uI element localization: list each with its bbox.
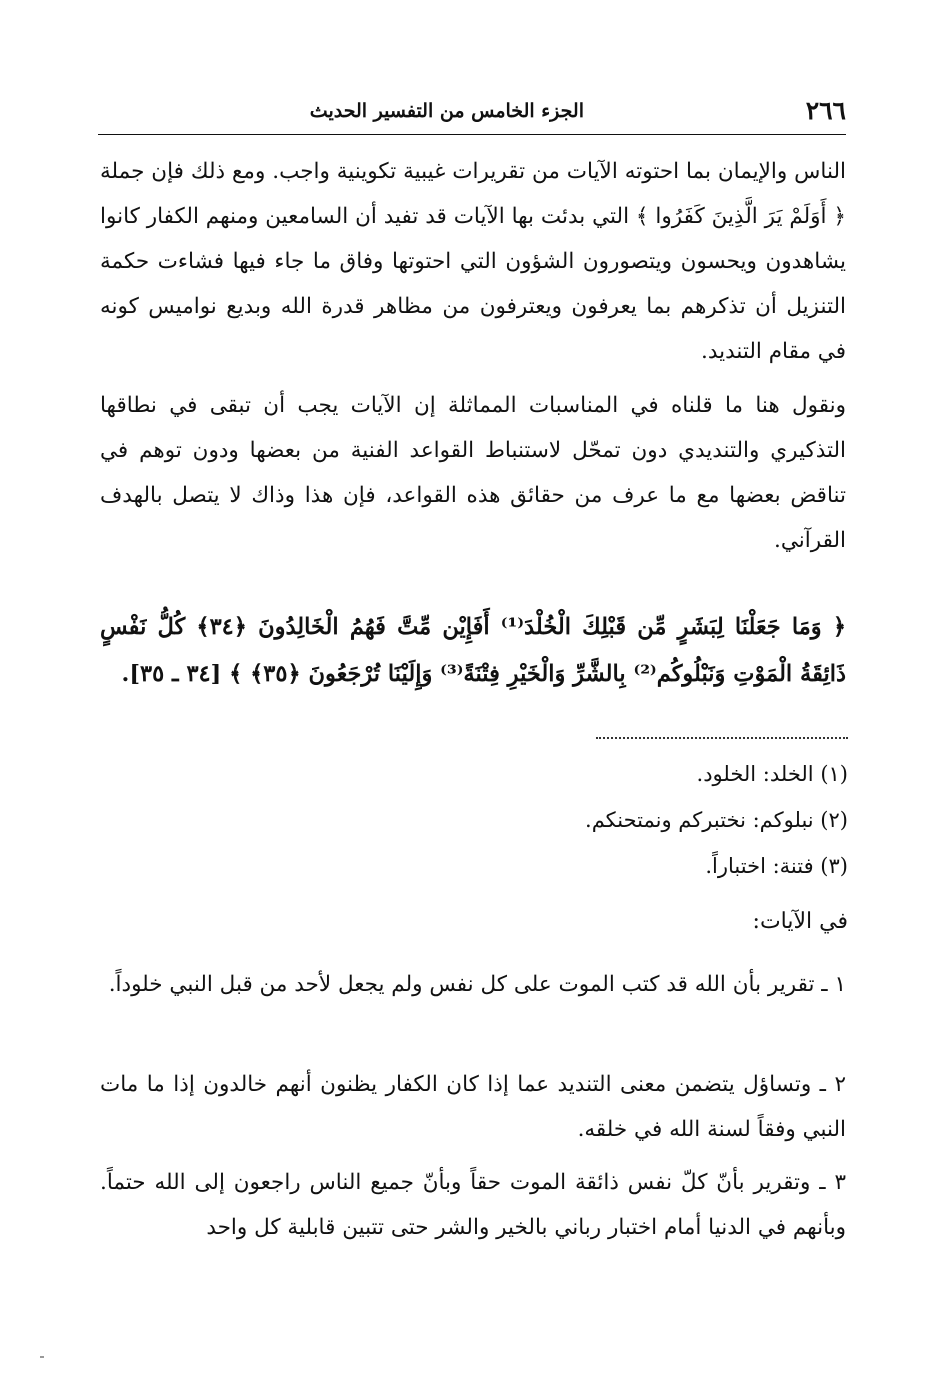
footnote-3: (٣) فتنة: اختباراً. (705, 854, 848, 878)
point-2: ٢ ـ وتساؤل يتضمن معنى التنديد عما إذا كان الكفار يظنون أنهم خالدون إذا ما مات النبي وفقاً لسنة الله في خلقه. (100, 1072, 846, 1142)
point-1: ١ ـ تقرير بأن الله قد كتب الموت على كل نفس ولم يجعل لأحد من قبل النبي خلوداً. (108, 972, 846, 997)
running-title: الجزء الخامس من التفسير الحديث (309, 100, 584, 122)
section-heading: في الآيات: (752, 909, 848, 934)
point-3: ٣ ـ وتقرير بأنّ كلّ نفس ذائقة الموت حقاً وبأنّ جميع الناس راجعون إلى الله حتماً. وبأنهم في الدنيا أمام اختبار رباني بالخير والشر حتى تتبين قابلية كل واحد (100, 1170, 846, 1240)
margin-mark (40, 1356, 44, 1358)
page-header (98, 96, 846, 135)
footnote-separator (596, 737, 848, 739)
paragraph-2: ونقول هنا ما قلناه في المناسبات المماثلة إن الآيات يجب أن تبقى في نطاقها التذكيري والتنديدي دون تمحّل لاستنباط القواعد الفنية من بعضها ودون توهم في تناقض بعضها مع ما عرف من حقائق هذه القواعد، فإن هذا وذاك لا يتصل بالهدف القرآني. (100, 393, 846, 553)
footnote-1: (١) الخلد: الخلود. (696, 762, 848, 786)
paragraph-1: الناس والإيمان بما احتوته الآيات من تقريرات غيبية تكوينية واجب. ومع ذلك فإن جملة ﴿ أَوَلَمْ يَرَ الَّذِينَ كَفَرُوا ﴾ التي بدئت بها الآيات قد تفيد أن السامعين ومنهم الكفار كانوا يشاهدون ويحسون ويتصورون الشؤون التي احتوتها وفاق ما جاء فيها فشاءت حكمة التنزيل أن تذكرهم بما يعرفون ويعترفون من مظاهر قدرة الله وبديع نواميس كونه في مقام التنديد. (100, 159, 846, 364)
quran-verse: ﴿ وَمَا جَعَلْنَا لِبَشَرٍ مِّن قَبْلِكَ الْخُلْدَ⁽¹⁾ أَفَإِيْن مِّتَّ فَهُمُ الْخَالِدُونَ ﴿٣٤﴾ كُلُّ نَفْسٍ ذَائِقَةُ الْمَوْتِ وَنَبْلُوكُم⁽²⁾ بِالشَّرِّ وَالْخَيْرِ فِتْنَةً⁽³⁾ وَإِلَيْنَا تُرْجَعُونَ ﴿٣٥﴾ ﴾ [٣٤ ـ ٣٥]. (100, 614, 846, 687)
footnote-2: (٢) نبلوكم: نختبركم ونمتحنكم. (585, 808, 848, 832)
page-number: ٢٦٦ (805, 96, 846, 125)
